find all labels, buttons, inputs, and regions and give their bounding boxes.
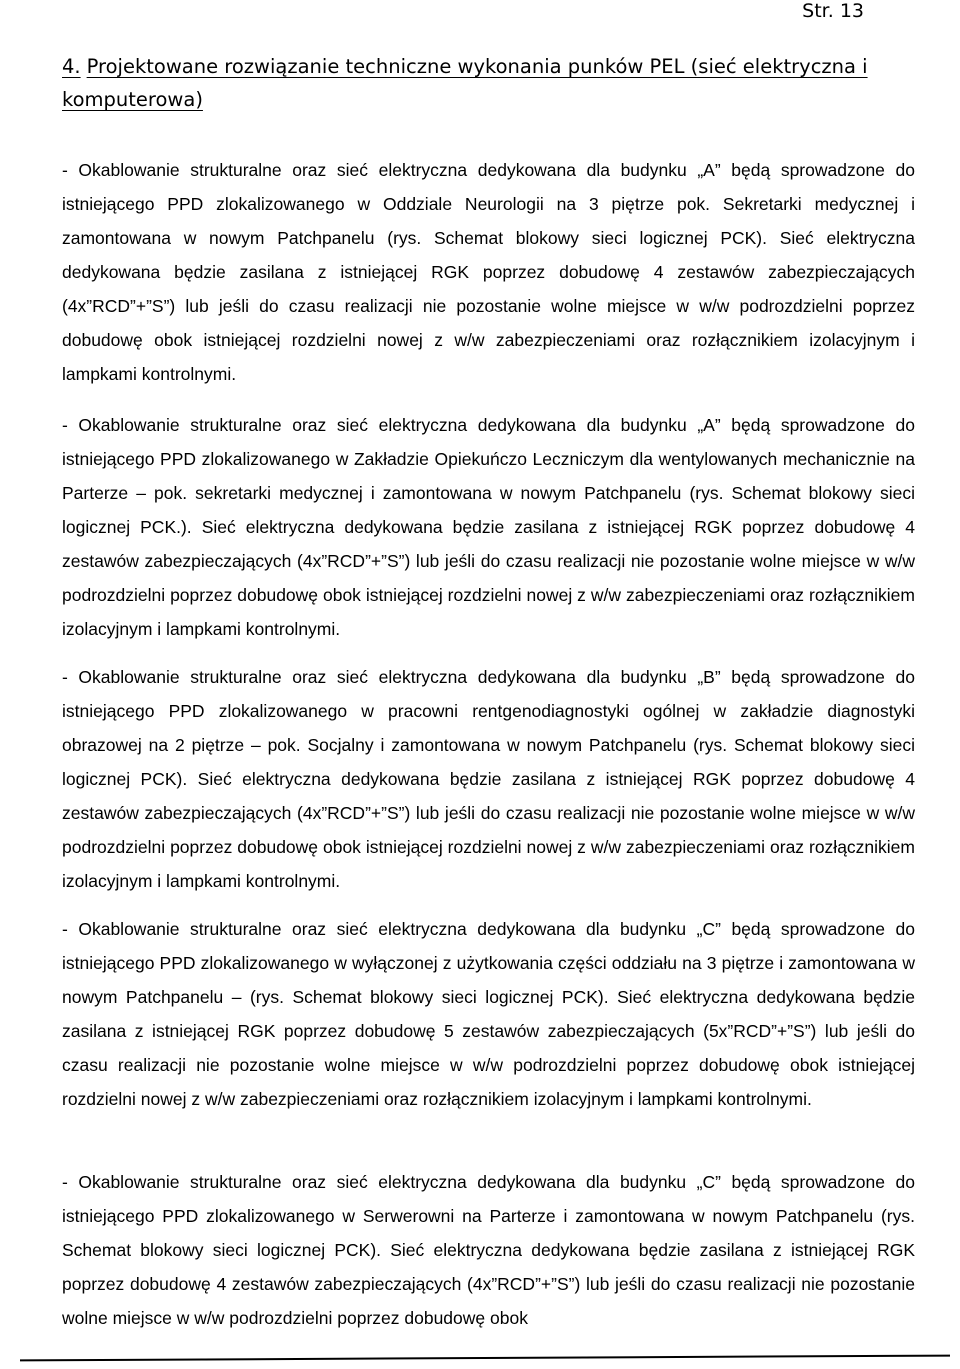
paragraph-building-c-server-room: - Okablowanie strukturalne oraz sieć elektryczna dedykowana dla budynku „C” będą sprowadzone do istniejącego PPD zlokalizowanego w Serwerowni na Parterze i zamontowana w nowym Patchpanelu (rys. Schemat blokowy sieci logicznej PCK). Sieć elektryczna dedykowana będzie zasilana z istniejącej RGK poprzez dobudowę 4 zestawów zabezpieczających (4x”RCD”+”S”) lub jeśli do czasu realizacji nie pozostanie wolne miejsce w w/w podrozdzielni poprzez dobudowę obok	[62, 1172, 915, 1328]
paragraph-building-b: - Okablowanie strukturalne oraz sieć elektryczna dedykowana dla budynku „B” będą sprowadzone do istniejącego PPD zlokalizowanego w pracowni rentgenodiagnostyki ogólnej w zakładzie diagnostyki obrazowej na 2 piętrze – pok. Socjalny i zamontowana w nowym Patchpanelu (rys. Schemat blokowy sieci logicznej PCK). Sieć elektryczna dedykowana będzie zasilana z istniejącej RGK poprzez dobudowę 4 zestawów zabezpieczających (4x”RCD”+”S”) lub jeśli do czasu realizacji nie pozostanie wolne miejsce w w/w podrozdzielni poprzez dobudowę obok istniejącej rozdzielni nowej z w/w zabezpieczeniami oraz rozłącznikiem izolacyjnym i lampkami kontrolnymi.	[62, 667, 915, 891]
section-number: 4.	[62, 55, 81, 78]
paragraph-building-c-3rd-floor: - Okablowanie strukturalne oraz sieć elektryczna dedykowana dla budynku „C” będą sprowadzone do istniejącego PPD zlokalizowanego w wyłączonej z użytkowania części oddziału na 3 piętrze i zamontowana w nowym Patchpanelu – (rys. Schemat blokowy sieci logicznej PCK). Sieć elektryczna dedykowana będzie zasilana z istniejącej RGK poprzez dobudowę 5 zestawów zabezpieczających (5x”RCD”+”S”) lub jeśli do czasu realizacji nie pozostanie wolne miejsce w w/w podrozdzielni poprzez dobudowę obok istniejącej rozdzielni nowej z w/w zabezpieczeniami oraz rozłącznikiem izolacyjnym i lampkami kontrolnymi.	[62, 919, 915, 1109]
paragraph-building-a-neurology: - Okablowanie strukturalne oraz sieć elektryczna dedykowana dla budynku „A” będą sprowadzone do istniejącego PPD zlokalizowanego w Oddziale Neurologii na 3 piętrze pok. Sekretarki medycznej i zamontowana w nowym Patchpanelu (rys. Schemat blokowy sieci logicznej PCK). Sieć elektryczna dedykowana będzie zasilana z istniejącej RGK poprzez dobudowę 4 zestawów zabezpieczających (4x”RCD”+”S”) lub jeśli do czasu realizacji nie pozostanie wolne miejsce w w/w podrozdzielni poprzez dobudowę obok istniejącej rozdzielni nowej z w/w zabezpieczeniami oraz rozłącznikiem izolacyjnym i lampkami kontrolnymi.	[62, 160, 915, 384]
paragraph-building-a-zol: - Okablowanie strukturalne oraz sieć elektryczna dedykowana dla budynku „A” będą sprowadzone do istniejącego PPD zlokalizowanego w Zakładzie Opiekuńczo Leczniczym dla wentylowanych mechanicznie na Parterze – pok. sekretarki medycznej i zamontowana w nowym Patchpanelu (rys. Schemat blokowy sieci logicznej PCK.). Sieć elektryczna dedykowana będzie zasilana z istniejącej RGK poprzez dobudowę 4 zestawów zabezpieczających (4x”RCD”+”S”) lub jeśli do czasu realizacji nie pozostanie wolne miejsce w w/w podrozdzielni poprzez dobudowę obok istniejącej rozdzielni nowej z w/w zabezpieczeniami oraz rozłącznikiem izolacyjnym i lampkami kontrolnymi.	[62, 415, 915, 639]
footer-divider	[20, 1355, 950, 1362]
page-number: Str. 13	[802, 0, 864, 22]
section-heading	[62, 50, 922, 116]
section-title: Projektowane rozwiązanie techniczne wykonania punków PEL (sieć elektryczna i komputerowa)	[62, 55, 868, 111]
